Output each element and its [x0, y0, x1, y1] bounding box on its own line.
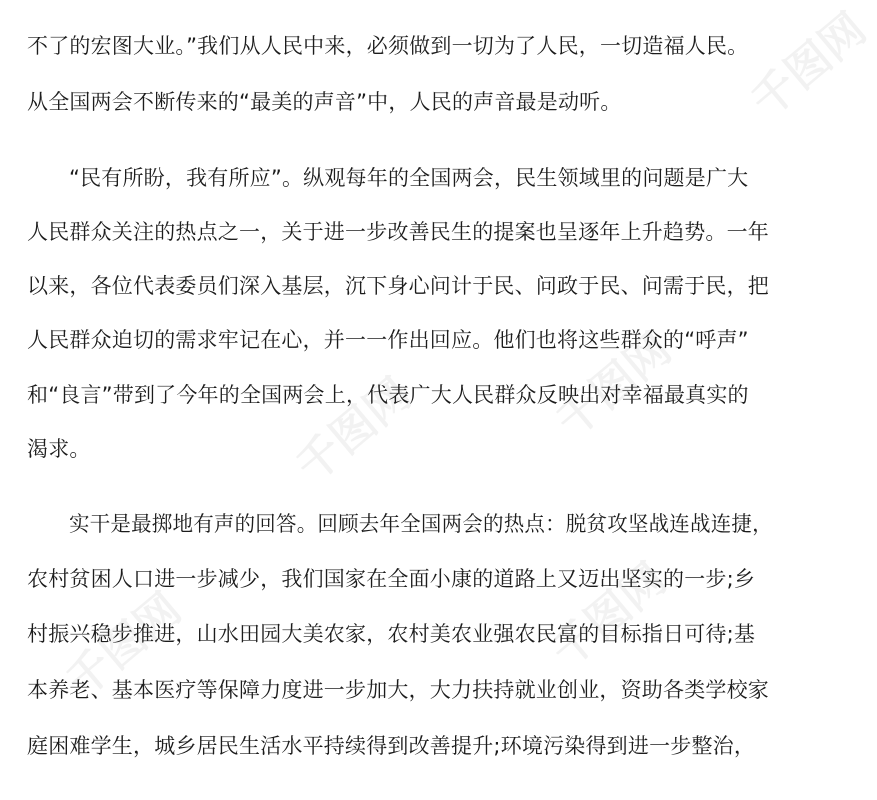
text-line: 不了的宏图大业。”我们从人民中来，必须做到一切为了人民，一切造福人民。 — [27, 34, 749, 58]
text-line: 从全国两会不断传来的“最美的声音”中，人民的声音最是动听。 — [27, 90, 622, 114]
text-line: 本养老、基本医疗等保障力度进一步加大，大力扶持就业创业，资助各类学校家 — [27, 678, 769, 702]
paragraph-first-line: “民有所盼，我有所应”。纵观每年的全国两会，民生领域里的问题是广大 — [69, 166, 749, 190]
watermark: 千图网 — [56, 583, 191, 708]
text-line: 以来，各位代表委员们深入基层，沉下身心问计于民、问政于民、问需于民，把 — [27, 274, 769, 298]
text-line: 村振兴稳步推进，山水田园大美农家，农村美农业强农民富的目标指日可待;基 — [27, 622, 756, 646]
watermark: 千图网 — [741, 3, 876, 128]
watermark: 千图网 — [286, 368, 421, 493]
text-line: 人民群众迫切的需求牢记在心，并一一作出回应。他们也将这些群众的“呼声” — [27, 328, 749, 352]
watermark: 千图网 — [546, 323, 681, 448]
text-line: 庭困难学生，城乡居民生活水平持续得到改善提升;环境污染得到进一步整治， — [27, 734, 756, 758]
text-line: 人民群众关注的热点之一，关于进一步改善民生的提案也呈逐年上升趋势。一年 — [27, 220, 769, 244]
text-line: 农村贫困人口进一步减少，我们国家在全面小康的道路上又迈出坚实的一步;乡 — [27, 567, 756, 591]
text-line: 渴求。 — [27, 437, 91, 461]
text-line: 和“良言”带到了今年的全国两会上，代表广大人民群众反映出对幸福最真实的 — [27, 383, 749, 407]
paragraph-first-line: 实干是最掷地有声的回答。回顾去年全国两会的热点：脱贫攻坚战连战连捷， — [69, 512, 773, 536]
watermark: 千图网 — [541, 553, 676, 678]
